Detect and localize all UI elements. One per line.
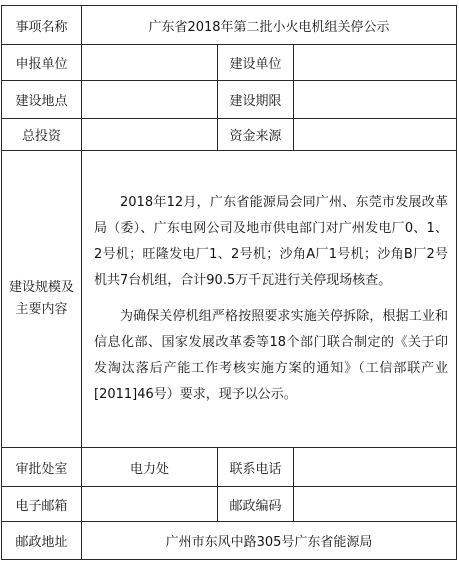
funding-label: 资金来源 [218, 119, 294, 151]
applicant-label: 申报单位 [2, 45, 82, 81]
row-applicant [2, 45, 457, 81]
location-label: 建设地点 [2, 81, 82, 119]
row-scope [2, 151, 457, 448]
applicant-value [82, 45, 218, 81]
scope-label-line2: 主要内容 [15, 302, 68, 317]
row-item-name [2, 6, 457, 45]
period-value [294, 81, 457, 119]
row-approval [2, 448, 457, 487]
postcode-value [294, 487, 457, 522]
postcode-label: 邮政编码 [218, 487, 294, 522]
item-name-label: 事项名称 [2, 6, 82, 45]
address-value: 广州市东风中路305号广东省能源局 [82, 522, 457, 560]
row-email [2, 487, 457, 522]
location-value [82, 81, 218, 119]
scope-label [2, 151, 82, 448]
period-label: 建设期限 [218, 81, 294, 119]
scope-paragraph-1: 2018年12月，广东省能源局会同广州、东莞市发展改革局（委）、广东电网公司及地市供电部门对广州发电厂0、1、2号机；旺隆发电厂1、2号机；沙角A厂1号机；沙角B厂2号机共7台机组，合计90.5万千瓦进行关停现场核查。 [94, 195, 449, 288]
approval-label: 审批处室 [2, 448, 82, 487]
scope-label-line1: 建设规模及 [8, 280, 74, 295]
row-investment [2, 119, 457, 151]
investment-label: 总投资 [2, 119, 82, 151]
funding-value [294, 119, 457, 151]
row-address [2, 522, 457, 560]
row-location [2, 81, 457, 119]
notice-table [1, 5, 457, 560]
investment-value [82, 119, 218, 151]
notice-title: 广东省2018年第二批小火电机组关停公示 [82, 6, 457, 45]
address-label: 邮政地址 [2, 522, 82, 560]
email-label: 电子邮箱 [2, 487, 82, 522]
scope-content [82, 151, 457, 448]
phone-label: 联系电话 [218, 448, 294, 487]
builder-value [294, 45, 457, 81]
builder-label: 建设单位 [218, 45, 294, 81]
scope-paragraph-2: 为确保关停机组严格按照要求实施关停拆除，根据工业和信息化部、国家发展改革委等18个部门联合制定的《关于印发淘汰落后产能工作考核实施方案的通知》（工信部联产业[2011]46号）要求，现予以公示。 [94, 309, 449, 402]
phone-value [294, 448, 457, 487]
email-value [82, 487, 218, 522]
approval-value: 电力处 [82, 448, 218, 487]
